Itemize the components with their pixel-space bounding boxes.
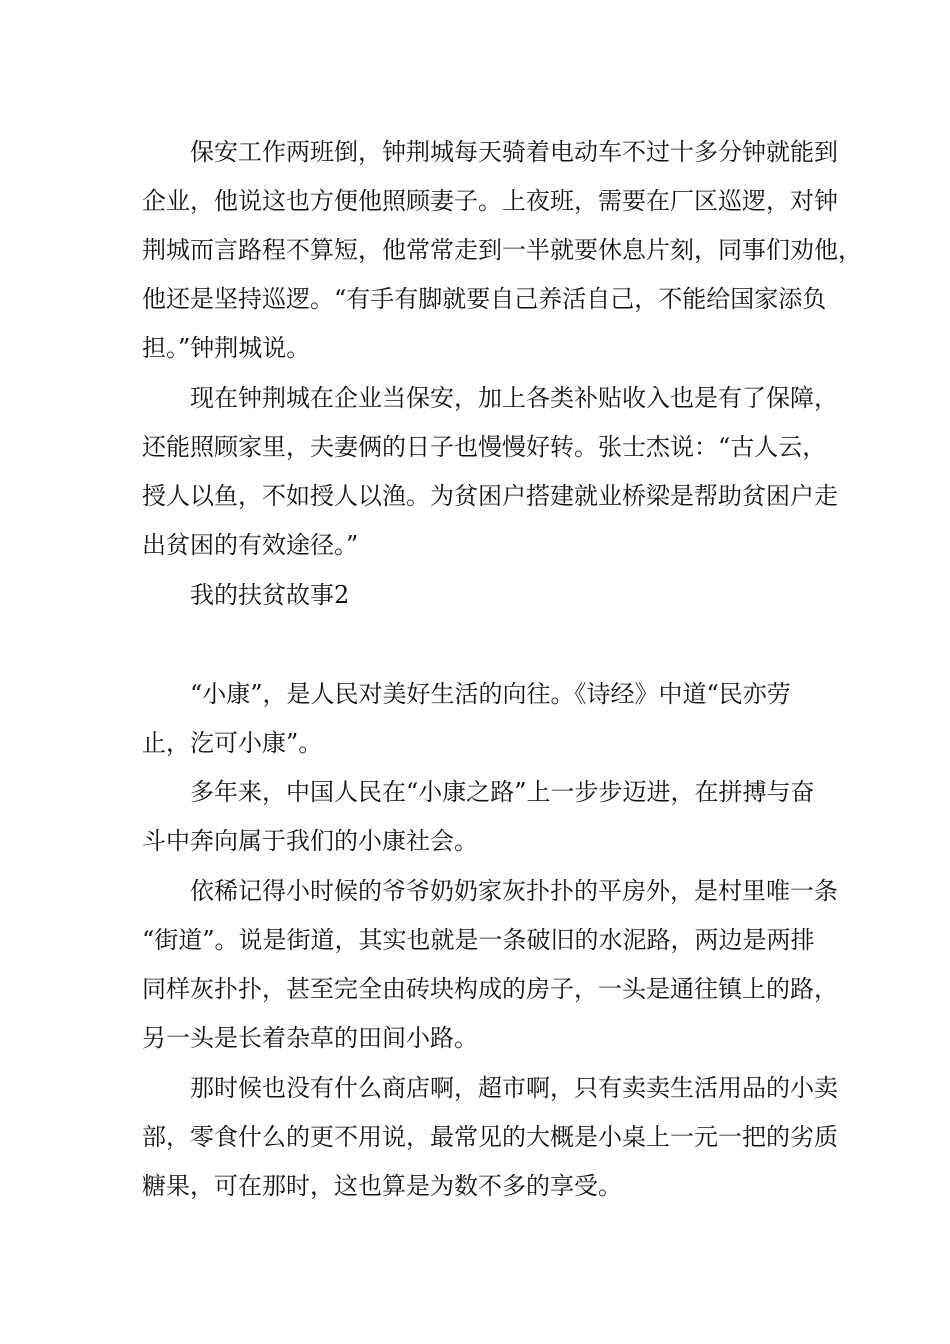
text-line: 出贫困的有效途径。”: [142, 531, 359, 559]
text-line: 部，零食什么的更不用说，最常见的大概是小桌上一元一把的劣质: [142, 1123, 838, 1151]
text-line: 他还是坚持巡逻。“有手有脚就要自己养活自己，不能给国家添负: [142, 285, 827, 313]
text-line: 担。”钟荆城说。: [142, 334, 311, 362]
text-line: 现在钟荆城在企业当保安，加上各类补贴收入也是有了保障，: [190, 384, 838, 412]
text-line: “街道”。说是街道，其实也就是一条破旧的水泥路，两边是两排: [142, 926, 815, 954]
text-line: 止，汔可小康”。: [142, 729, 323, 757]
text-line: 荆城而言路程不算短，他常常走到一半就要休息片刻，同事们劝他，: [142, 236, 862, 264]
text-line: 那时候也没有什么商店啊，超市啊，只有卖卖生活用品的小卖: [190, 1074, 838, 1102]
text-line: 同样灰扑扑，甚至完全由砖块构成的房子，一头是通往镇上的路，: [142, 975, 838, 1003]
text-line: 依稀记得小时候的爷爷奶奶家灰扑扑的平房外，是村里唯一条: [190, 877, 838, 905]
text-line: 另一头是长着杂草的田间小路。: [142, 1024, 478, 1052]
text-line: 保安工作两班倒，钟荆城每天骑着电动车不过十多分钟就能到: [190, 138, 838, 166]
text-line: “小康”，是人民对美好生活的向往。《诗经》中道“民亦劳: [190, 680, 791, 708]
text-line: 授人以鱼，不如授人以渔。为贫困户搭建就业桥梁是帮助贫困户走: [142, 482, 838, 510]
text-line: 斗中奔向属于我们的小康社会。: [142, 827, 478, 855]
section-heading: 我的扶贫故事2: [190, 581, 350, 609]
text-line: 糖果，可在那时，这也算是为数不多的享受。: [142, 1172, 622, 1200]
text-line: 还能照顾家里，夫妻俩的日子也慢慢好转。张士杰说：“古人云，: [142, 433, 827, 461]
text-line: 多年来，中国人民在“小康之路”上一步步迈进，在拼搏与奋: [190, 778, 815, 806]
text-line: 企业，他说这也方便他照顾妻子。上夜班，需要在厂区巡逻，对钟: [142, 187, 838, 215]
